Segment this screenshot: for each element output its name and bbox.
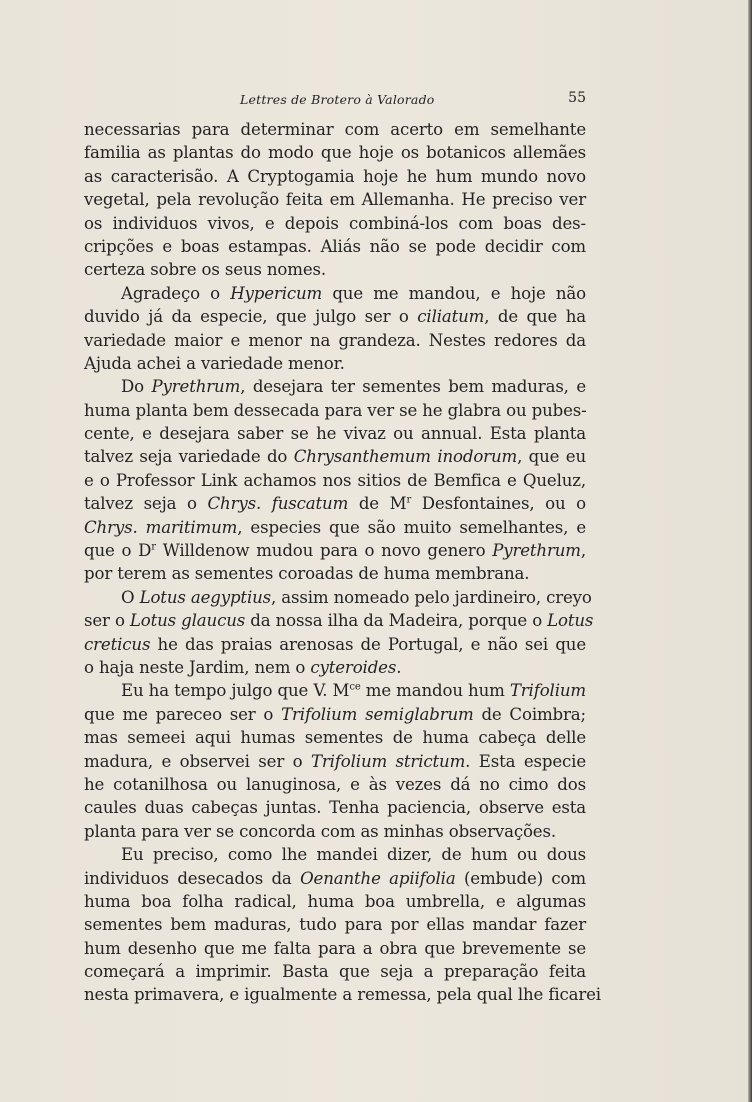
text-line: O Lotus aegyptius, assim nomeado pelo jardineiro, creyo: [121, 587, 592, 607]
text-line: creticus he das praias arenosas de Portugal, e não sei que: [84, 634, 586, 654]
text-line: vegetal, pela revolução feita em Allemanha. He preciso ver: [84, 190, 586, 210]
text-line: duvido já da especie, que julgo ser o ciliatum, de que ha: [84, 307, 586, 327]
text-line: necessarias para determinar com acerto em semelhante: [84, 120, 586, 139]
text-line: os individuos vivos, e depois combiná-los com boas des-: [84, 213, 586, 233]
page-edge-shadow: [748, 0, 752, 1102]
text-line: por terem as sementes coroadas de huma membrana.: [84, 564, 530, 584]
text-line: que o $D^r$ Willdenow mudou para o novo genero Pyrethrum,: [84, 541, 586, 561]
running-title: Lettres de Brotero à Valorado: [240, 92, 435, 107]
text-line: começará a imprimir. Basta que seja a preparação feita: [84, 962, 586, 982]
page-number: 55: [568, 90, 586, 106]
text-line: madura, e observei ser o Trifolium strictum. Esta especie: [84, 751, 586, 771]
text-line: Ajuda achei a variedade menor.: [84, 353, 345, 373]
text-line: Eu ha tempo julgo que V. $M^{ce}$ me mandou hum Trifolium: [121, 681, 586, 701]
text-line: talvez seja variedade do Chrysanthemum inodorum, que eu: [84, 447, 586, 467]
text-line: Eu preciso, como lhe mandei dizer, de hum ou dous: [121, 845, 586, 865]
text-line: certeza sobre os seus nomes.: [84, 260, 327, 280]
text-line: Agradeço o Hypericum que me mandou, e hoje não: [121, 283, 586, 303]
text-line: familia as plantas do modo que hoje os botanicos allemães: [84, 143, 586, 163]
text-line: que me pareceo ser o Trifolium semiglabrum de Coimbra;: [84, 704, 586, 724]
text-line: talvez seja o Chrys. fuscatum de $M^r$ Desfontaines, ou o: [84, 494, 586, 514]
text-line: ser o Lotus glaucus da nossa ilha da Madeira, porque o Lotus: [84, 611, 594, 631]
letter-body: [84, 118, 601, 1007]
page-header: [84, 90, 586, 110]
text-line: o haja neste Jardim, nem o cyteroides.: [84, 657, 402, 677]
text-line: as caracterisão. A Cryptogamia hoje he hum mundo novo: [84, 166, 586, 186]
text-line: huma planta bem dessecada para ver se he glabra ou pubes-: [84, 400, 587, 420]
text-line: mas semeei aqui humas sementes de huma cabeça delle: [84, 728, 586, 748]
text-line: individuos desecados da Oenanthe apiifolia (embude) com: [84, 868, 586, 888]
text-line: variedade maior e menor na grandeza. Nestes redores da: [84, 330, 586, 350]
text-line: e o Professor Link achamos nos sitios de Bemfica e Queluz,: [84, 470, 586, 490]
text-line: nesta primavera, e igualmente a remessa, pela qual lhe ficarei: [84, 985, 601, 1005]
text-line: planta para ver se concorda com as minhas observações.: [84, 821, 556, 841]
text-line: huma boa folha radical, huma boa umbrella, e algumas: [84, 891, 586, 911]
text-line: cente, e desejara saber se he vivaz ou annual. Esta planta: [84, 424, 586, 444]
text-line: Chrys. maritimum, especies que são muito semelhantes, e: [84, 517, 586, 537]
text-line: Do Pyrethrum, desejara ter sementes bem maduras, e: [121, 377, 587, 397]
text-line: hum desenho que me falta para a obra que brevemente se: [84, 938, 586, 958]
text-line: caules duas cabeças juntas. Tenha paciencia, observe esta: [84, 798, 586, 818]
text-line: sementes bem maduras, tudo para por ellas mandar fazer: [84, 915, 586, 935]
text-line: he cotanilhosa ou lanuginosa, e às vezes dá no cimo dos: [84, 774, 586, 794]
text-line: cripções e boas estampas. Aliás não se pode decidir com: [84, 236, 586, 256]
